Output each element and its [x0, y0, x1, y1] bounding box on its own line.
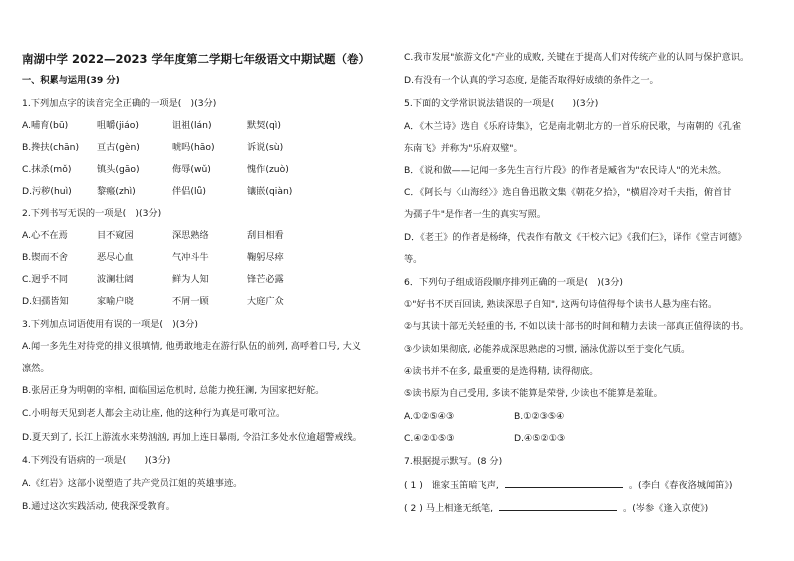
q6-option-d: D.④⑤②①③	[514, 433, 566, 444]
q6-option-c: C.④②①⑤③	[404, 433, 455, 444]
q3-option-a: A.闻一多先生对待党的排义很填情, 他勇敢地走在游行队伍的前列, 高呼着口号, 大义	[22, 341, 361, 352]
q6-option-a: A.①②⑤④③	[404, 411, 455, 422]
q6-stem: 6．下列句子组成语段顺序排列正确的一项是( )(3分)	[404, 277, 623, 288]
q2-option-a: A.心不在焉 目不窥园 深思熟络 刮目相看	[22, 230, 284, 241]
q3-option-d: D.夏天到了, 长江上游流水来势汹汹, 再加上连日暴雨, 令沿江多处水位逾超警戒线。	[22, 432, 362, 443]
q1-option-c: C.抹杀(mǒ) 镇头(gāo) 侮辱(wǔ) 愧作(zuò)	[22, 164, 289, 175]
q4-option-b: B.通过这次实践活动, 使我深受教育。	[22, 501, 175, 512]
q4-stem: 4.下列没有语病的一项是( )(3分)	[22, 455, 171, 466]
q1-stem: 1.下列加点字的读音完全正确的一项是( )(3分)	[22, 98, 217, 109]
q5-stem: 5.下面的文学常识说法错误的一项是( )(3分)	[404, 98, 599, 109]
q6-sentence-1: ①"好书不厌百回读, 熟读深思子自知", 这两句诗值得每个读书人悬为座右铭。	[404, 299, 718, 310]
section-heading: 一、积累与运用(39 分)	[22, 75, 120, 86]
q4-option-a: A.《红岩》这部小说塑造了共产党员江姐的英雄事迹。	[22, 478, 243, 489]
q3-option-b: B.张居正身为明朝的宰相, 面临国运危机时, 总能力挽狂澜, 为国家把好舵。	[22, 385, 325, 396]
q1-option-b: B.搀扶(chān) 亘古(gèn) 唬吗(hāo) 诉说(sù)	[22, 142, 284, 153]
q4-option-d: D.有没有一个认真的学习态度, 是能否取得好成绩的条件之一。	[404, 75, 659, 86]
q5-option-d: D．《老王》的作者是杨绛，代表作有散文《干校六记》《我们仨》，译作《堂吉诃德》	[404, 232, 747, 243]
q6-sentence-3: ③少读如果彻底, 必能养成深思熟虑的习惯, 涵泳优游以至于变化气质。	[404, 344, 691, 355]
q5-option-c: C．《阿长与〈山海经〉》选自鲁迅散文集《朝花夕拾》，"横眉冷对千夫指，俯首甘	[404, 187, 732, 198]
q1-option-a: A.哺育(bū) 咀嚼(jiáo) 诅祖(lán) 默契(qì)	[22, 120, 281, 131]
q7-item-2: ( 2 ) 马上相逢无纸笔, 。(岑参《逢入京使》)	[404, 503, 709, 514]
q6-sentence-4: ④读书并不在多, 最重要的是选得精, 读得彻底。	[404, 366, 599, 377]
answer-blank[interactable]	[499, 501, 617, 511]
q5-option-a-cont: 东南飞》并称为"乐府双璧"。	[404, 143, 523, 154]
q4-option-c: C.我市发展"旅游文化"产业的成败, 关键在于提高人们对传统产业的认同与保护意识。	[404, 52, 750, 63]
q7-item-1: ( 1 ) 谁家玉笛暗飞声, 。(李白《春夜洛城闻笛》)	[404, 480, 733, 491]
q6-options-ab	[404, 411, 704, 423]
q6-sentence-2: ②与其读十部无关轻重的书, 不如以读十部书的时间和精力去读一部真正值得读的书。	[404, 321, 749, 332]
q5-option-b: B．《说和做——记闻一多先生言行片段》的作者是臧省为"农民诗人"的光未然。	[404, 165, 727, 176]
q5-option-d-cont: 等。	[404, 254, 423, 265]
answer-blank[interactable]	[505, 478, 623, 488]
q2-option-b: B.锲而不舍 恶尽心血 气冲斗牛 鞠躬尽瘁	[22, 252, 284, 263]
q1-option-d: D.污秽(huì) 黎瘢(zhì) 伴侣(lǚ) 镶嵌(qiàn)	[22, 186, 293, 197]
exam-title: 南湖中学 2022—2023 学年度第二学期七年级语文中期试题（卷）	[22, 52, 371, 66]
q5-option-c-cont: 为孺子牛"是作者一生的真实写照。	[404, 209, 547, 220]
q7-stem: 7.根据提示默写。(8 分)	[404, 456, 503, 467]
q6-options-cd	[404, 433, 704, 445]
q3-option-a-cont: 凛然。	[22, 363, 50, 374]
q6-option-b: B.①②③⑤④	[514, 411, 565, 422]
q2-stem: 2.下列书写无误的一项是( )(3分)	[22, 208, 162, 219]
q3-stem: 3.下列加点词语使用有误的一项是( )(3分)	[22, 319, 198, 330]
q6-sentence-5: ⑤读书原为自己受用, 多读不能算是荣誉, 少读也不能算是羞耻。	[404, 388, 663, 399]
q2-option-c: C.迥乎不同 波澜壮阔 鲜为人知 锋芒必露	[22, 274, 284, 285]
q5-option-a: A．《木兰诗》选自《乐府诗集》，它是南北朝北方的一首乐府民歌，与南朝的《孔雀	[404, 121, 742, 132]
q3-option-c: C.小明每天见到老人都会主动让座, 他的这种行为真是可歌可泣。	[22, 408, 286, 419]
q2-option-d: D.妇孺皆知 家喻户晓 不屑一顾 大庭广众	[22, 296, 284, 307]
